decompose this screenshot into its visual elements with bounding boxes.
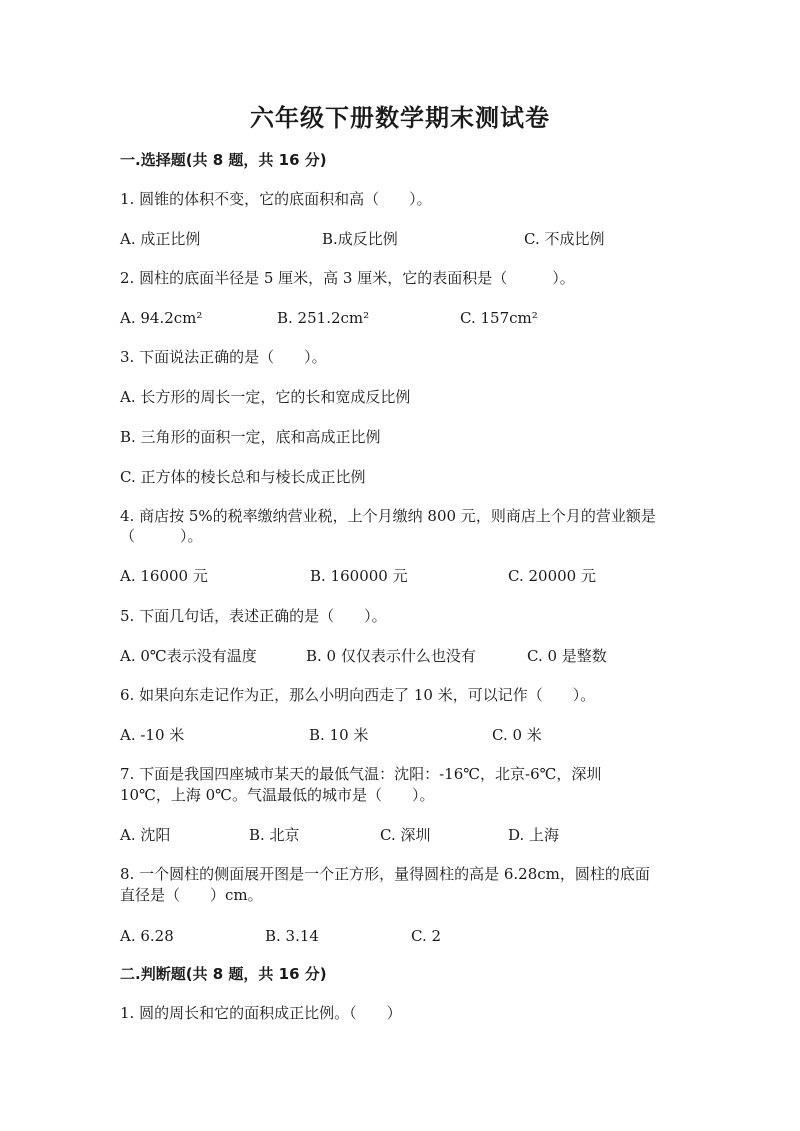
question-stem: 1. 圆的周长和它的面积成正比例。（ ）	[120, 1004, 402, 1022]
option-a: A. 沈阳	[120, 826, 171, 844]
question-stem: 8. 一个圆柱的侧面展开图是一个正方形，量得圆柱的高是 6.28cm，圆柱的底面	[120, 865, 650, 883]
option-a: A. 0℃表示没有温度	[120, 647, 257, 665]
option-b: B. 三角形的面积一定，底和高成正比例	[120, 428, 381, 446]
question-stem: 5. 下面几句话，表述正确的是（ ）。	[120, 607, 387, 625]
question-stem-continued: 直径是（ ）cm。	[120, 886, 263, 904]
option-a: A. -10 米	[120, 726, 185, 744]
question-stem-continued: （ ）。	[120, 527, 203, 545]
option-c: C. 正方体的棱长总和与棱长成正比例	[120, 468, 366, 486]
section-heading-true-false: 二.判断题(共 8 题，共 16 分)	[120, 965, 327, 983]
option-a: A. 6.28	[120, 927, 174, 945]
question-stem: 3. 下面说法正确的是（ ）。	[120, 348, 327, 366]
option-c: C. 不成比例	[524, 230, 605, 248]
option-b: B. 北京	[249, 826, 300, 844]
option-c: C. 20000 元	[508, 567, 596, 585]
question-stem: 1. 圆锥的体积不变，它的底面积和高（ ）。	[120, 190, 432, 208]
option-b: B. 160000 元	[310, 567, 408, 585]
question-stem: 4. 商店按 5%的税率缴纳营业税，上个月缴纳 800 元，则商店上个月的营业额是	[120, 507, 656, 525]
question-stem-continued: 10℃，上海 0℃。气温最低的城市是（ ）。	[120, 786, 435, 804]
option-c: C. 2	[411, 927, 442, 945]
option-a: A. 成正比例	[120, 230, 201, 248]
option-a: A. 94.2cm²	[120, 309, 203, 327]
option-b: B. 0 仅仅表示什么也没有	[306, 647, 476, 665]
option-d: D. 上海	[508, 826, 560, 844]
option-c: C. 157cm²	[460, 309, 538, 327]
option-c: C. 0 米	[492, 726, 542, 744]
option-b: B. 3.14	[265, 927, 319, 945]
question-stem: 6. 如果向东走记作为正，那么小明向西走了 10 米，可以记作（ ）。	[120, 686, 596, 704]
option-b: B.成反比例	[322, 230, 398, 248]
option-a: A. 16000 元	[120, 567, 208, 585]
page-title: 六年级下册数学期末测试卷	[250, 104, 550, 132]
question-stem: 2. 圆柱的底面半径是 5 厘米，高 3 厘米，它的表面积是（ ）。	[120, 269, 575, 287]
question-stem: 7. 下面是我国四座城市某天的最低气温：沈阳：-16℃，北京-6℃，深圳	[120, 765, 602, 783]
option-a: A. 长方形的周长一定，它的长和宽成反比例	[120, 388, 411, 406]
option-c: C. 深圳	[380, 826, 431, 844]
section-heading-choice: 一.选择题(共 8 题，共 16 分)	[120, 151, 327, 169]
option-b: B. 251.2cm²	[277, 309, 370, 327]
option-b: B. 10 米	[309, 726, 369, 744]
option-c: C. 0 是整数	[527, 647, 607, 665]
